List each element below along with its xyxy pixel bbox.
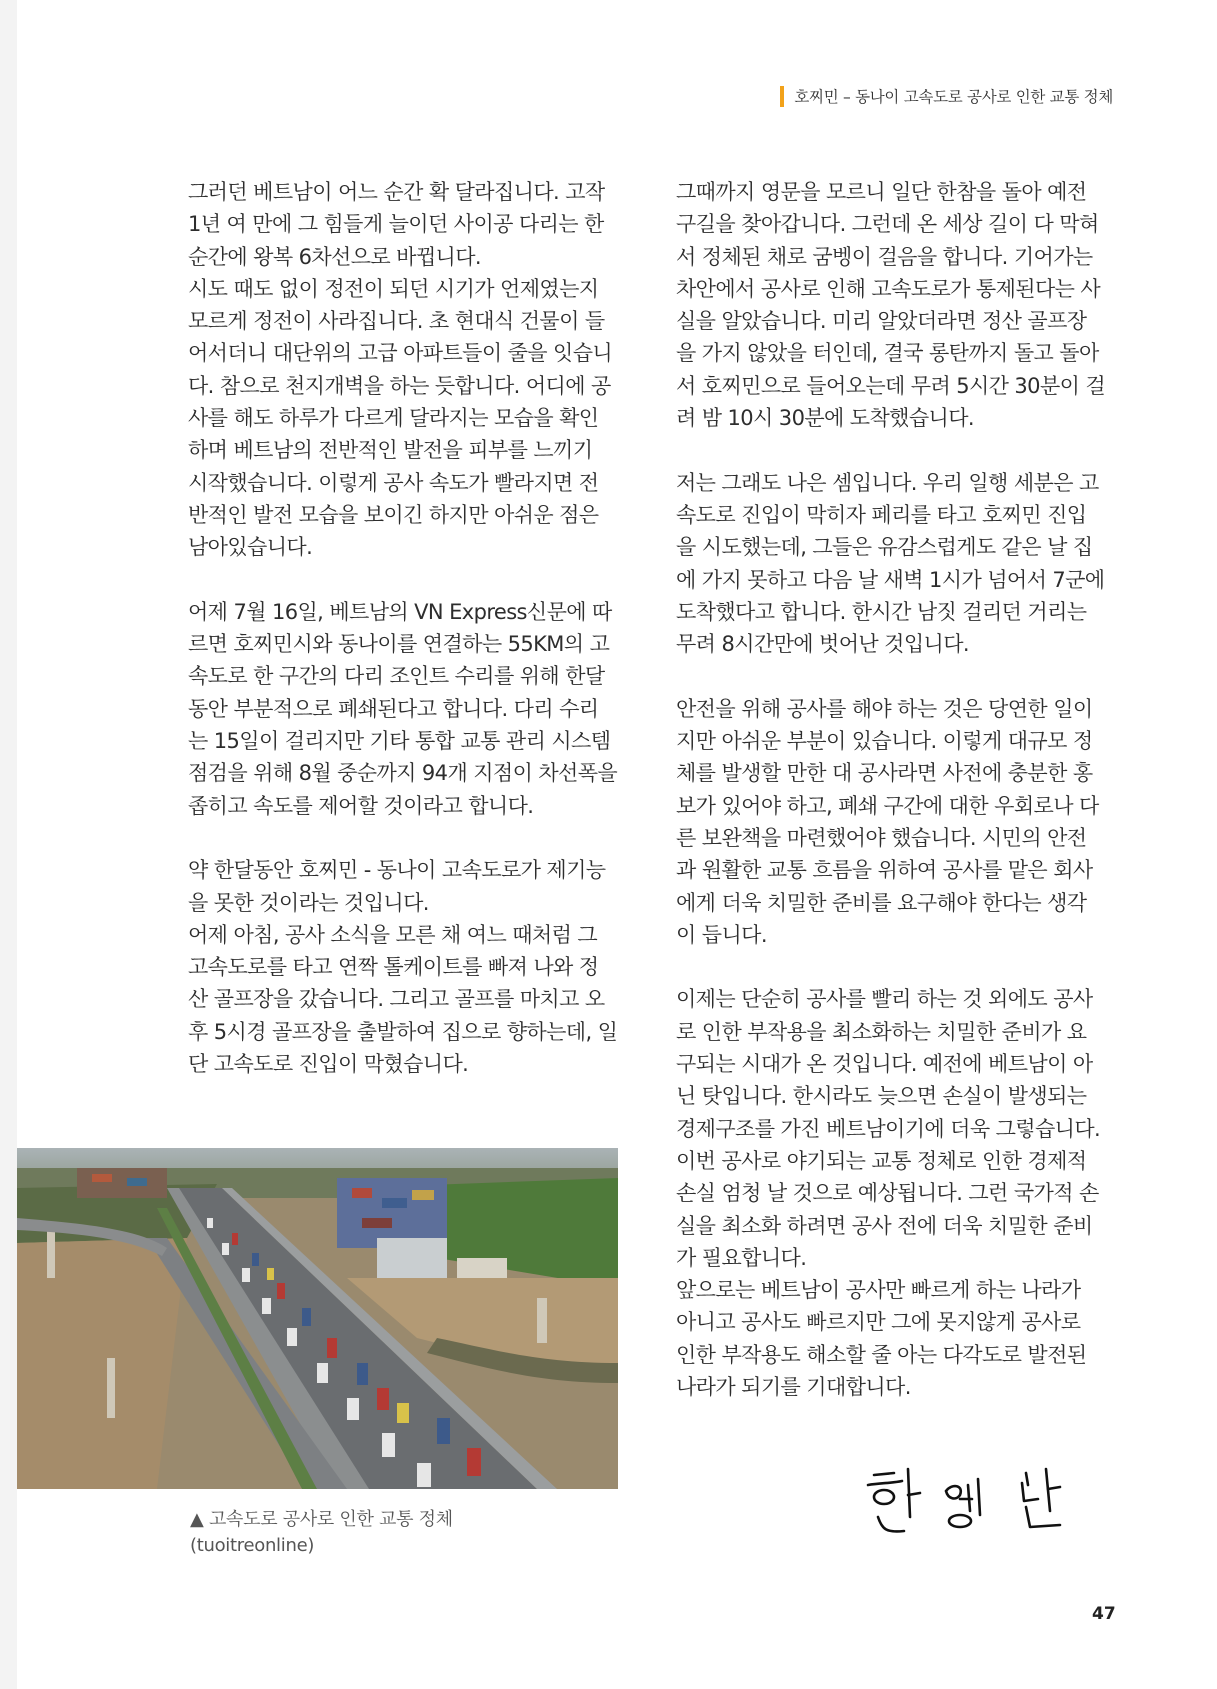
paragraph: 앞으로는 베트남이 공사만 빠르게 하는 나라가 아니고 공사도 빠르지만 그에 못지않게 공사로 인한 부작용도 해소할 줄 아는 다각도로 발전된 나라가 되기를 기대합니다. (676, 1278, 1087, 1399)
right-column (676, 176, 1106, 1403)
author-signature (860, 1455, 1090, 1545)
paragraph: 이제는 단순히 공사를 빨리 하는 것 외에도 공사로 인한 부작용을 최소화하는 치밀한 준비가 요구되는 시대가 온 것입니다. 예전에 베트남이 아닌 탓입니다. 한시라도 늦으면 손실이 발생되는 경제구조를 가진 베트남이기에 더욱 그렇습니다. 이번 공사로 야기되는 교통 정체로 인한 경제적 손실 엄청 날 것으로 예상됩니다. 그런 국가적 손실을 최소화 하려면 공사 전에 더욱 치밀한 준비가 필요합니다. (676, 987, 1101, 1270)
paragraph: 저는 그래도 나은 셈입니다. 우리 일행 세분은 고속도로 진입이 막히자 페리를 타고 호찌민 진입을 시도했는데, 그들은 유감스럽게도 같은 날 집에 가지 못하고 다음 날 새벽 1시가 넘어서 7군에 도착했다고 합니다. 한시간 남짓 걸리던 거리는 무려 8시간만에 벗어난 것입니다. (676, 470, 1105, 657)
paragraph: 그때까지 영문을 모르니 일단 한참을 돌아 예전 구길을 찾아갑니다. 그런데 온 세상 길이 다 막혀서 정체된 채로 굼벵이 걸음을 합니다. 기어가는 차안에서 공사로 인해 고속도로가 통제된다는 사실을 알았습니다. 미리 알았더라면 정산 골프장을 가지 않았을 터인데, 결국 롱탄까지 돌고 돌아서 호찌민으로 들어오는데 무려 5시간 30분이 걸려 밤 10시 30분에 도착했습니다. (676, 180, 1106, 431)
paragraph: 시도 때도 없이 정전이 되던 시기가 언제였는지 모르게 정전이 사라집니다. 초 현대식 건물이 들어서더니 대단위의 고급 아파트들이 줄을 잇습니다. 참으로 천지개벽을 하는 듯합니다. 어디에 공사를 해도 하루가 다르게 달라지는 모습을 확인하며 베트남의 전반적인 발전을 피부를 느끼기 시작했습니다. 이렇게 공사 속도가 빨라지면 전반적인 발전 모습을 보이긴 하지만 아쉬운 점은 남아있습니다. (188, 276, 613, 560)
caption-credit: (tuoitreonline) (190, 1535, 315, 1556)
page-number: 47 (1092, 1604, 1116, 1624)
header-accent-bar (780, 86, 784, 107)
running-title: 호찌민 – 동나이 고속도로 공사로 인한 교통 정체 (794, 88, 1113, 106)
page-edge (0, 0, 17, 1689)
paragraph: 어제 7월 16일, 베트남의 VN Express신문에 따르면 호찌민시와 동나이를 연결하는 55KM의 고속도로 한 구간의 다리 조인트 수리를 위해 한달 동안 부분적으로 폐쇄된다고 합니다. 다리 수리는 15일이 걸리지만 기타 통합 교통 관리 시스템 점검을 위해 8월 중순까지 94개 지점이 차선폭을 좁히고 속도를 제어할 것이라고 합니다. (188, 599, 618, 818)
highway-traffic-photo (17, 1148, 618, 1489)
running-header (780, 84, 1113, 108)
caption-title: ▲ 고속도로 공사로 인한 교통 정체 (190, 1509, 453, 1530)
paragraph: 약 한달동안 호찌민 - 동나이 고속도로가 제기능을 못한 것이라는 것입니다. (188, 858, 606, 915)
paragraph: 어제 아침, 공사 소식을 모른 채 여느 때처럼 그 고속도로를 타고 연짝 톨케이트를 빠져 나와 정산 골프장을 갔습니다. 그리고 골프를 마치고 오후 5시경 골프장을 출발하여 집으로 향하는데, 일단 고속도로 진입이 막혔습니다. (188, 922, 618, 1077)
photo-caption (190, 1507, 453, 1559)
paragraph: 그러던 베트남이 어느 순간 확 달라집니다. 고작 1년 여 만에 그 힘들게 늘이던 사이공 다리는 한 순간에 왕복 6차선으로 바뀝니다. (188, 180, 605, 269)
paragraph: 안전을 위해 공사를 해야 하는 것은 당연한 일이지만 아쉬운 부분이 있습니다. 이렇게 대규모 정체를 발생할 만한 대 공사라면 사전에 충분한 홍보가 있어야 하고, 폐쇄 구간에 대한 우회로나 다른 보완책을 마련했어야 했습니다. 시민의 안전과 원활한 교통 흐름을 위하여 공사를 맡은 회사에게 더욱 치밀한 준비를 요구해야 한다는 생각이 듭니다. (676, 696, 1099, 947)
left-column (188, 176, 618, 1080)
